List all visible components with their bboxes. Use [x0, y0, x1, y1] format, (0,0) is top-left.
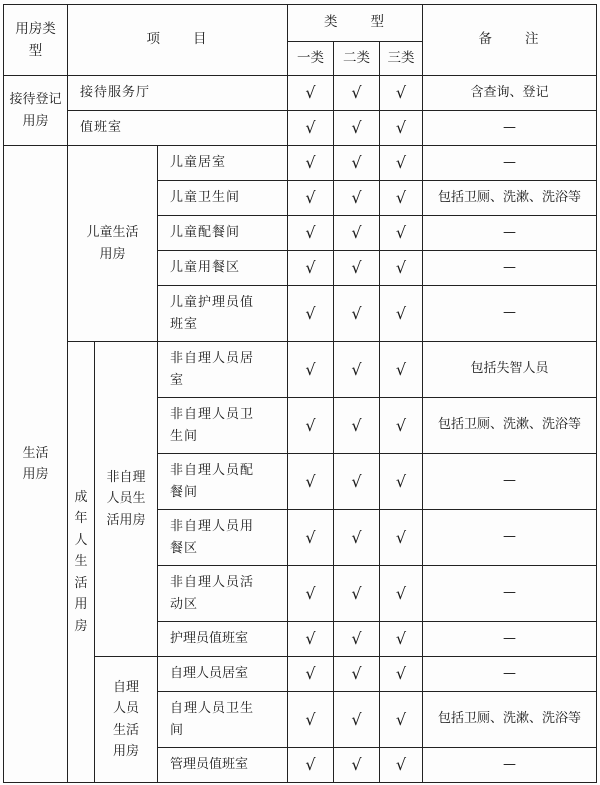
check-mark: √ [334, 454, 380, 510]
row-name: 儿童居室 [158, 146, 288, 181]
row-remark: — [423, 657, 597, 692]
row-name: 自理人员卫生间 [158, 692, 288, 748]
check-mark: √ [288, 76, 334, 111]
row-name: 儿童用餐区 [158, 251, 288, 286]
check-mark: √ [288, 454, 334, 510]
check-mark: √ [380, 111, 423, 146]
header-type: 类 型 [288, 5, 423, 42]
check-mark: √ [334, 398, 380, 454]
header-room-type: 用房类型 [4, 5, 68, 76]
row-remark: 含查询、登记 [423, 76, 597, 111]
check-mark: √ [380, 692, 423, 748]
row-remark: 包括卫厕、洗漱、洗浴等 [423, 692, 597, 748]
group-reception: 接待登记用房 [4, 76, 68, 146]
row-name: 儿童卫生间 [158, 181, 288, 216]
row-name: 管理员值班室 [158, 748, 288, 783]
row-remark: — [423, 251, 597, 286]
header-type3: 三类 [380, 42, 423, 76]
check-mark: √ [334, 111, 380, 146]
row-name: 非自理人员居室 [158, 342, 288, 398]
row-remark: 包括卫厕、洗漱、洗浴等 [423, 398, 597, 454]
row-remark: — [423, 510, 597, 566]
row-remark: — [423, 566, 597, 622]
check-mark: √ [380, 251, 423, 286]
check-mark: √ [334, 342, 380, 398]
check-mark: √ [380, 657, 423, 692]
check-mark: √ [288, 342, 334, 398]
check-mark: √ [288, 566, 334, 622]
row-name: 非自理人员用餐区 [158, 510, 288, 566]
row-remark: 包括卫厕、洗漱、洗浴等 [423, 181, 597, 216]
row-remark: — [423, 146, 597, 181]
row-name: 非自理人员卫生间 [158, 398, 288, 454]
table-row [4, 111, 597, 146]
check-mark: √ [380, 146, 423, 181]
check-mark: √ [288, 286, 334, 342]
check-mark: √ [334, 181, 380, 216]
row-name: 值班室 [68, 111, 288, 146]
check-mark: √ [288, 510, 334, 566]
check-mark: √ [380, 342, 423, 398]
row-remark: 包括失智人员 [423, 342, 597, 398]
group-living: 生活用房 [4, 146, 68, 783]
check-mark: √ [288, 181, 334, 216]
row-remark: — [423, 622, 597, 657]
header-type1: 一类 [288, 42, 334, 76]
check-mark: √ [334, 692, 380, 748]
check-mark: √ [288, 216, 334, 251]
table-row [4, 146, 597, 181]
check-mark: √ [288, 146, 334, 181]
check-mark: √ [380, 748, 423, 783]
row-remark: — [423, 216, 597, 251]
header-item: 项 目 [68, 5, 288, 76]
group-adult-living: 成年人生活用房 [68, 342, 95, 783]
check-mark: √ [334, 748, 380, 783]
check-mark: √ [288, 748, 334, 783]
row-name: 非自理人员活动区 [158, 566, 288, 622]
row-name: 自理人员居室 [158, 657, 288, 692]
row-name: 儿童护理员值班室 [158, 286, 288, 342]
row-name: 接待服务厅 [68, 76, 288, 111]
check-mark: √ [288, 692, 334, 748]
check-mark: √ [380, 286, 423, 342]
group-child-living: 儿童生活用房 [68, 146, 158, 342]
table-row [4, 76, 597, 111]
check-mark: √ [288, 622, 334, 657]
row-remark: — [423, 454, 597, 510]
check-mark: √ [334, 657, 380, 692]
check-mark: √ [334, 216, 380, 251]
check-mark: √ [334, 566, 380, 622]
check-mark: √ [380, 216, 423, 251]
check-mark: √ [334, 286, 380, 342]
check-mark: √ [334, 251, 380, 286]
group-non-self-care-living: 非自理人员生活用房 [95, 342, 158, 657]
row-remark: — [423, 748, 597, 783]
row-remark: — [423, 111, 597, 146]
check-mark: √ [288, 111, 334, 146]
check-mark: √ [334, 146, 380, 181]
check-mark: √ [380, 510, 423, 566]
check-mark: √ [380, 76, 423, 111]
group-self-care-living: 自理人员生活用房 [95, 657, 158, 783]
check-mark: √ [334, 76, 380, 111]
check-mark: √ [380, 398, 423, 454]
check-mark: √ [334, 622, 380, 657]
check-mark: √ [288, 657, 334, 692]
check-mark: √ [288, 398, 334, 454]
row-name: 儿童配餐间 [158, 216, 288, 251]
room-type-table [3, 4, 597, 783]
header-type2: 二类 [334, 42, 380, 76]
row-name: 护理员值班室 [158, 622, 288, 657]
check-mark: √ [334, 510, 380, 566]
row-remark: — [423, 286, 597, 342]
check-mark: √ [380, 622, 423, 657]
table-row [4, 342, 597, 398]
check-mark: √ [380, 181, 423, 216]
header-remark: 备 注 [423, 5, 597, 76]
check-mark: √ [380, 454, 423, 510]
check-mark: √ [288, 251, 334, 286]
row-name: 非自理人员配餐间 [158, 454, 288, 510]
check-mark: √ [380, 566, 423, 622]
